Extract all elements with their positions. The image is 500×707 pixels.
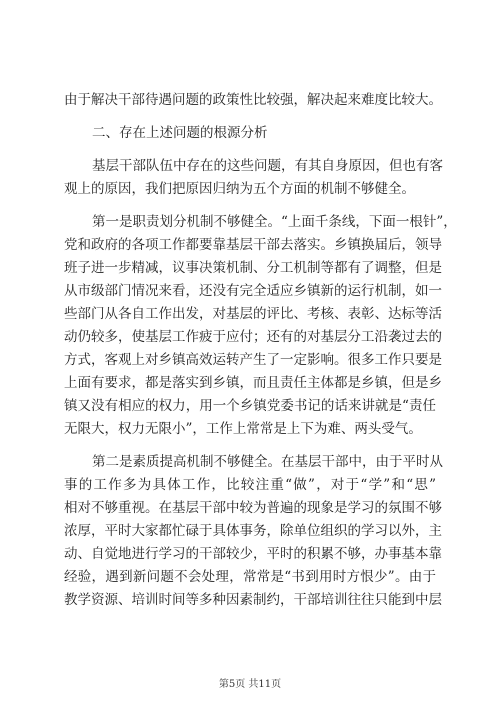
body-text-line: 从市级部门情况来看，还没有完全适应乡镇新的运行机制，如一 <box>64 283 442 299</box>
body-text-line: 第一是职责划分机制不够健全。“上面千条线，下面一根针”， <box>92 214 457 230</box>
body-text-line: 方式，客观上对乡镇高效运转产生了一定影响。很多工作只要是 <box>64 352 442 368</box>
body-text-line: 镇又没有相应的权力，用一个乡镇党委书记的话来讲就是“责任 <box>64 398 436 414</box>
section-heading: 二、存在上述问题的根源分析 <box>92 125 268 141</box>
body-text-line: 教学资源、培训时间等多种因素制约，干部培训往往只能到中层 <box>64 592 442 608</box>
body-text-line: 动仍较多，使基层工作疲于应付；还有的对基层分工沿袭过去的 <box>64 329 442 345</box>
body-text-line: 经验，遇到新问题不会处理，常常是“书到用时方恨少”。由于 <box>64 569 436 585</box>
body-text-line: 浓厚，平时大家都忙碌于具体事务，除单位组织的学习以外，主 <box>64 523 442 539</box>
body-text-line: 事的工作多为具体工作，比较注重“做”，对于“学”和“思” <box>64 477 436 493</box>
body-text-line: 些部门从各自工作出发，对基层的评比、考核、表彰、达标等活 <box>64 306 442 322</box>
body-text-line: 党和政府的各项工作都要靠基层干部去落实。乡镇换届后，领导 <box>64 237 442 253</box>
body-text-line: 动、自觉地进行学习的干部较少，平时的积累不够，办事基本靠 <box>64 546 442 562</box>
body-text-line: 班子进一步精减，议事决策机制、分工机制等都有了调整，但是 <box>64 260 442 276</box>
body-text-line: 第二是素质提高机制不够健全。在基层干部中，由于平时从 <box>92 454 443 470</box>
body-text-line: 相对不够重视。在基层干部中较为普遍的现象是学习的氛围不够 <box>64 500 442 516</box>
body-text-line: 无限大，权力无限小”，工作上常常是上下为难、两头受气。 <box>64 421 422 437</box>
body-text-line: 上面有要求，都是落实到乡镇，而且责任主体都是乡镇，但是乡 <box>64 375 442 391</box>
page-footer: 第5页 共11页 <box>218 679 282 690</box>
body-text-line: 由于解决干部待遇问题的政策性比较强，解决起来难度比较大。 <box>64 92 442 108</box>
body-text-line: 基层干部队伍中存在的这些问题，有其自身原因，但也有客 <box>92 158 443 174</box>
body-text-line: 观上的原因，我们把原因归纳为五个方面的机制不够健全。 <box>64 181 415 197</box>
